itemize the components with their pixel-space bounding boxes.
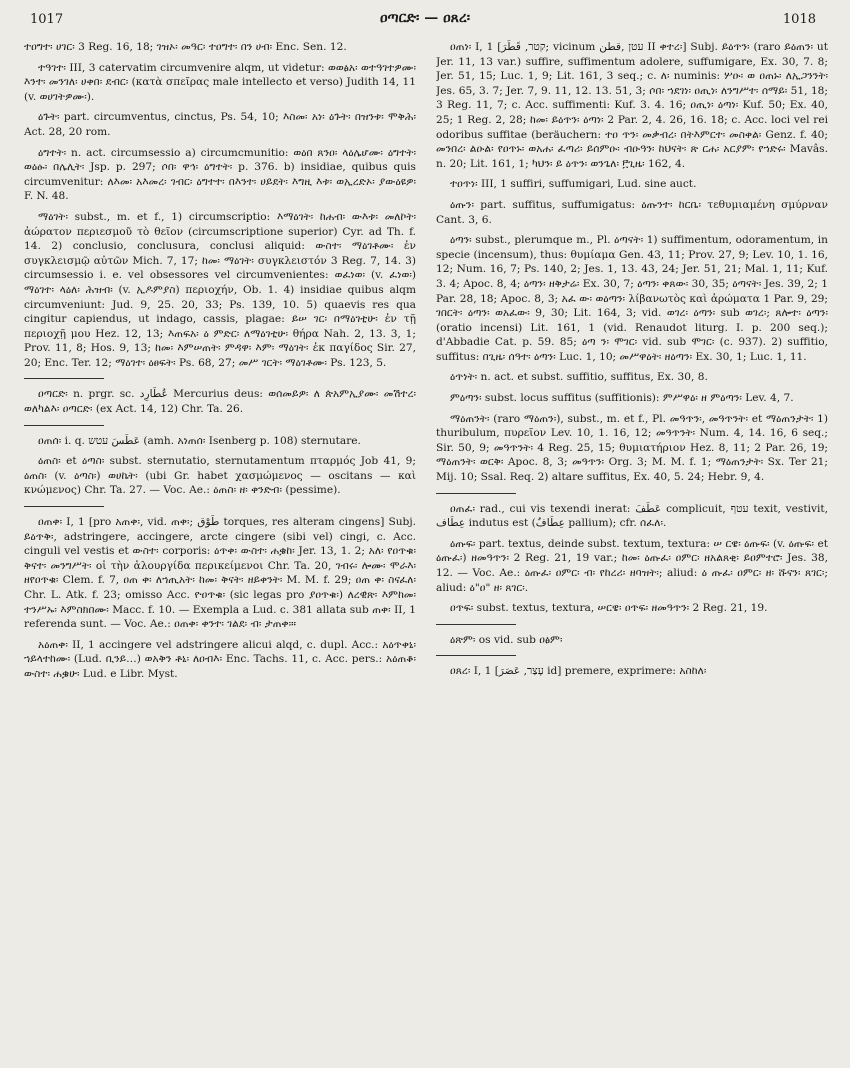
entry: ማዕጠንት፡ (raro ማዕጠን፡), subst., m. et f., Pl. መዓጥን፡, መዓጥንት፡ et ማዕጠንታት፡ 1) thuribulum, πυρεῖον Lev. 10, 1. 16, 12; መዓጥንት፡ Num. 4, 14. 16, 6 seq.; Sir. 50, 9; መዓጥንት፡ 4 Reg. 25, 15; θυμιατήριον Hez. 8, 11; 2 Par. 26, 19; ማዕጠንት፡ ወርቅ፡ Apoc. 8, 3; መዓጥን፡ Org. 3; M. M. f. 1; ማዕጠንታት፡ Sx. Ter 21; Mij. 10; Ssal. Req. 2) altare suffitus, Ex. 40, 5. 24; Hebr. 9, 4.: [436, 412, 828, 484]
page-number-right: 1018: [782, 12, 816, 27]
entry: ማዕገት፡ subst., m. et f., 1) circumscriptio: እማዕገት፡ ከሐብ፡ ውእቱ፡ መለኮት፡ ἀώρατον περιεσμοῦ τὸ θεῖον (circumscriptione superior) Cyr. ad Th. f. 14. 2) conclusio, conclusura, conclusi aliquid: ውስተ፡ ማዕገቶሙ፡ ἐν συγκλεισμῷ αὐτῶν Mich. 7, 17; ከመ፡ ማዕገት፡ συγκλειστόν 3 Reg. 7, 14. 3) circumsessio i. e. vel obsessores vel circumvenientes: ወፈነወ፡ (v. ፈነወ፡) ማዕገተ፡ ላዕለ፡ ሕዝብ፡ (v. ኢዶምያስ) περιοχήν, Ob. 1. 4) insidiae quibus alqm circumveniunt: Jud. 9, 25. 20, 33; Ps. 139, 10. 5) quaevis res qua cingitur capiendus, ut indago, cassis, plagae: ይሠ ገር፡ በማዕገቲሁ፡ ἐν τῇ περιοχῇ μου Hez. 12, 13; እጠፍአ፡ ዕ ምድር፡ ለማዕገቲሁ፡ θήρα Nah. 2, 13. 3, 1; Prov. 11, 8; Hos. 9, 13; ከመ፡ እምሠጠት፡ ምዳዋ፡ እም፡ ማዕገት፡ ἐκ παγίδος Sir. 27, 20; Enc. Ter. 12; ማዕገተ፡ ዕፀፍት፡ Ps. 68, 27; መሥ ገርት፡ ማዕገቶሙ፡ Ps. 123, 5.: [24, 210, 416, 369]
section-rule: [24, 506, 104, 507]
entry: ዕጠስ፡ et ዕጣስ፡ subst. sternutatio, sternutamentum πταρμός Job 41, 9; ዕጠስ፡ (v. ዕጣስ፡) ወሀኬት፡ (ubi Gr. habet χασμώμενος — oscitans — καὶ κνώμενος) Chr. Ta. 27. — Voc. Ae.: ዕጠስ፡ ዘ፡ ቀንድብ፡ (pessime).: [24, 455, 416, 497]
entry: ዐጸረ፡ I, 1 [עָצַר, عَصَرَ id] premere, exprimere: አስከለ፡: [450, 665, 707, 678]
entry: ምዕጣን፡ subst. locus suffitus (suffitionis): ምሥዋዕ፡ ዘ ምዕጣን፡ Lev. 4, 7.: [450, 392, 794, 405]
entry: ዐጠፈ፡ rad., cui vis texendi inerat: عَطَفَ complicuit, עטף texit, vestivit, عِطَاف indutus est (عِطَافٌ pallium); cfr. ሰፈለ፡.: [436, 502, 828, 530]
entry: ዕጉት፡ part. circumventus, cinctus, Ps. 54, 10; እስመ፡ አነ፡ ዕጉት፡ በዝንቱ፡ ሞቅሕ፡ Act. 28, 20 rom.: [24, 111, 416, 138]
entry: ዐጠነ፡ I, 1 [קטר, قَطَرَ; vicinum עטן ,قطن II ቀተረ፡] Subj. ይዕጥን፡ (raro ይዕጠን፡ ut Jer. 11, 13 var.) suffire, suffimentum adolere, suffumigare, Ex. 30, 7. 8; Jer. 51, 15; Luc. 1, 9; Lit. 161, 3 seq.; c. ለ፡ numinis: ሦዑ፡ ወ ዐጠኑ፡ ለኢጋንንት፡ Jes. 65, 3. 7; Jer. 7, 9. 11, 12. 13. 51, 3; ሶበ፡ ኀደገነ፡ ዐጢነ፡ ለንግሥተ፡ ሰማይ፡ 51, 18; 3 Reg. 11, 7; c. Acc. suffimenti: Kuf. 3. 4. 16; ዐጢነ፡ ዕጣነ፡ Kuf. 50; Ex. 40, 25; 1 Reg. 2, 28; ከመ፡ ይዕጥን፡ ዕጣነ፡ 2 Par. 2, 4. 26, 16. 18; c. Acc. loci vel rei odoribus suffitae (beräuchern: ተዐ ጥን፡ መቃብረ፡ በትእምርተ፡ መስቀል፡ Genz. f. 40; መንበረ፡ ልዑል፡ የዐጥኑ፡ ወአሐ፡ ፈጣሪ፡ ይሰምዑ፡ ብዑዓን፡ ከህናት፡ ጽ ርሐ፡ አርያም፡ የኀድሩ፡ Mavâs. n. 20; Lit. 161, 1; ካህን፡ ይ ዕጥን፡ ወንጌለ፡ ፫ጊዜ፡ 162, 4.: [436, 41, 828, 170]
entry: ተዐጥነ፡ III, 1 suffiri, suffumigari, Lud. sine auct.: [450, 178, 697, 191]
entry: ዕጽም፡ os vid. sub ዐፅም፡: [450, 633, 563, 646]
section-rule: [24, 378, 104, 379]
section-rule: [436, 624, 516, 625]
entry: ዕጡፍ፡ part. textus, deinde subst. textum, textura: ሠ ርዌ፡ ዕጡፍ፡ (v. ዕጡፍ፡ et ዕጡፈ፡) ዘመዓጥን፡ 2 Reg. 21, 19 var.; ከመ፡ ዕጡፈ፡ ዐምር፡ ዘአልጸቂ፡ ይዐምተሮ፡ Jes. 38, 12. — Voc. Ae.: ዕጡፈ፡ ዐምር፡ ብ፡ የከረሪ፡ ዘባዝት፡; aliud: ዕ ጡፈ፡ ዐምር፡ ዘ፡ ሹናን፡ ጸገር፡; aliud: ዕ"ዐ" ዘ፡ ጸገር፡.: [436, 537, 828, 594]
section-rule: [436, 655, 516, 656]
left-column: [24, 40, 416, 1068]
page-header: [0, 10, 850, 34]
entry: ተዐግተ፡ ሀገር፡ 3 Reg. 16, 18; ገዝኦ፡ መዓር፡ ተዐግተ፡ በን ሀብ፡ Enc. Sen. 12.: [24, 41, 347, 53]
section-rule: [436, 493, 516, 494]
entry: ዐጥፍ፡ subst. textus, textura, ሠርዌ፡ ዐጥፍ፡ ዘመዓጥን፡ 2 Reg. 21, 19.: [450, 602, 768, 615]
section-rule: [24, 425, 104, 426]
entry: ዕጡን፡ part. suffitus, suffumigatus: ዕጡንተ፡ ከርቤ፡ τεθυμιαμένη σμύρναν Cant. 3, 6.: [436, 198, 828, 226]
entry: ዕግተት፡ n. act. circumsessio a) circumcmunitio: ወዕበ ጸንዐ፡ ላዕሌሆሙ፡ ዕግተት፡ ወዕፁ፡ በሌሊት፡ Jsp. p. 297; ሶበ፡ ዋኅ፡ ዕግተት፡ p. 376. b) insidiae, quibus quis circumvenitur: ለእመ፡ አእመረ፡ ገብር፡ ዕግተተ፡ በእንተ፡ ሀይደት፡ እግዚ እቱ፡ ወኢረድኦ፡ ያውዕዩዎ፡ F. N. 48.: [24, 146, 416, 203]
entry: አዕጠቀ፡ II, 1 accingere vel adstringere alicui alqd, c. dupl. Acc.: አዕጥቀኒ፡ ኀይላተከሙ፡ (Lud. ቢንይ…) ወአቅን ቶኒ፡ ለዐብእ፡ Enc. Tachs. 11, c. Acc. pers.: አዕጠቆ፡ ውስተ፡ ሐቌሁ፡ Lud. e Libr. Myst.: [24, 638, 416, 680]
entry: ተዓገተ፡ III, 3 catervatim circumvenire alqm, ut videtur: ወወፅአ፡ ወተዓገተዎሙ፡ እንተ፡ መንገለ፡ ሀቀበ፡ ደብር፡ (κατὰ σπεῖρας male intellecto et verso) Judith 14, 11 (v. ወሀገትዎሙ፡).: [24, 61, 416, 103]
entry: ዕጣን፡ subst., plerumque m., Pl. ዕጣናት፡ 1) suffimentum, odoramentum, in specie (incensum), thus: θυμίαμα Gen. 43, 11; Prov. 27, 9; Lev. 10, 1. 16, 12; Num. 16, 7; Ps. 140, 2; Jes. 1, 13. 43, 24; Jer. 51, 21; Mal. 1, 11; Kuf. 3. 4; Apoc. 8, 4; ዕጣን፡ ዘቅታሬ፡ Ex. 30, 7; ዕጣን፡ ቀጸው፡ 30, 35; ዕጣናት፡ Jes. 39, 2; 1 Par. 28, 18; Apoc. 8, 3; አፈ ው፡ ወዕጣን፡ λίβανωτὸς καὶ ἀρώματα 1 Par. 9, 29; ገበርት፡ ዕጣን፡ ወአፈው፡ 9, 30; Lit. 164, 3; vid. ወገረ፡ ዕጣን፡ sub ወገረ፡; ጸሎተ፡ ዕጣን፡ (oratio incensi) Lit. 161, 1 (vid. Renaudot liturg. I. p. 200 seq.); d'Abbadie Cat. p. 59. 85; ዕጣ ን፡ ሞገር፡ vid. sub ሞገር፡ (c. 937). 2) suffitio, suffitus: በጊዜ፡ ሰዓተ፡ ዕጣን፡ Luc. 1, 10; መሥዋዕት፡ ዘዕጣን፡ Ex. 30, 1; Luc. 1, 11.: [436, 234, 828, 363]
running-title: ዐጣርድ፡ — ዐጸረ፡: [380, 10, 470, 26]
entry: ዐጠሰ፡ i. q. عَطَسَ עטש (amh. አነጠሰ፡ Isenberg p. 108) sternutare.: [38, 434, 361, 447]
entry: ዕጥነት፡ n. act. et subst. suffitio, suffitus, Ex. 30, 8.: [450, 371, 708, 384]
page-number-left: 1017: [30, 12, 64, 27]
entry: ዐጠቀ፡ I, 1 [pro አጠቀ፡, vid. ጠቀ፡; طَوْق torques, res alteram cingens] Subj. ይዕጥቅ፡, adstringere, accingere, arcte cingere (sibi vel) cingi, c. Acc. cinguli vel vestis et ውስተ፡ corporis: ዕጥቀ፡ ውስተ፡ ሐቌከ፡ Jer. 13, 1. 2; አለ፡ የዐጥቁ፡ ቅናተ፡ መንግሥት፡ οἱ τὴν ἁλουργίδα περικείμενοι Chr. Ta. 20, ገብሩ፡ ሎሙ፡ ሞራእ፡ ዘየዐጥቁ፡ Clem. f. 7, ዐጠ ቀ፡ ለኀጢአት፡ ከመ፡ ቅናት፡ ዘይቀንት፡ M. M. f. 29; ዐጠ ቀ፡ ስናፈለ፡ Chr. L. Atk. f. 23; omisso Acc. ዮዐጥቁ፡ (sic legas pro ያዐጥቁ፡) ለረዊጽ፡ እምከመ፡ ተንሥኡ፡ እምስክበሙ፡ Macc. f. 10. — Exempla a Lud. c. 381 allata sub ጠቀ፡ II, 1 referenda sunt. — Voc. Ae.: ዐጠቀ፡ ቀንተ፡ ገልደ፡ ብ፡ ታጠቀ፡።: [24, 516, 416, 631]
right-column: [436, 40, 828, 1068]
entry: ዐጣርድ፡ n. prgr. sc. عُطَارِد Mercurius deus: ወሰመይዎ፡ ለ ጵአምኢያሙ፡ መሽተረ፡ ወለካልእ፡ ዐጣርድ፡ (ex Act. 14, 12) Chr. Ta. 26.: [24, 388, 416, 416]
